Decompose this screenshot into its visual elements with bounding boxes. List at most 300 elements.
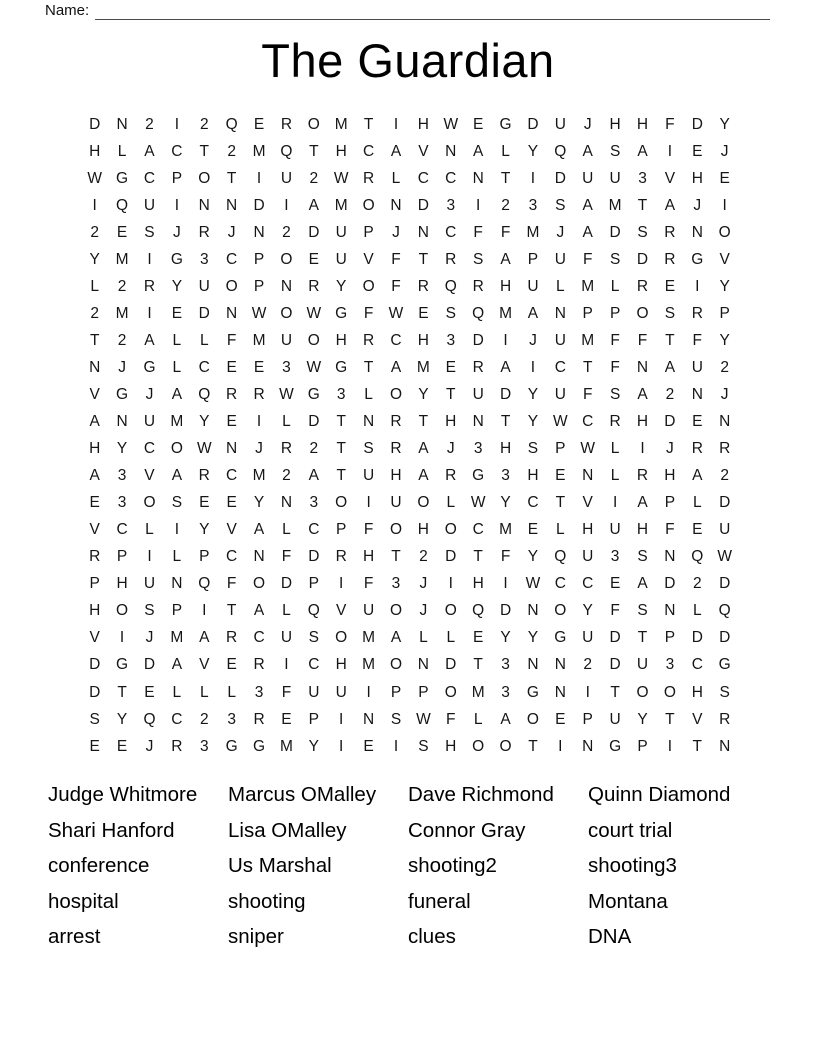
grid-cell: O xyxy=(389,385,403,403)
grid-cell: U xyxy=(527,277,539,295)
grid-cell: C xyxy=(116,521,128,539)
grid-cell: T xyxy=(500,169,511,187)
grid-cell: T xyxy=(637,629,648,647)
grid-cell: 2 xyxy=(720,467,729,485)
grid-cell: O xyxy=(389,602,403,620)
grid-cell: O xyxy=(499,737,512,755)
grid-cell: 3 xyxy=(665,656,675,674)
grid-cell: D xyxy=(664,575,676,593)
word-list-column xyxy=(48,777,228,955)
grid-cell: A xyxy=(418,467,429,485)
grid-cell: C xyxy=(417,169,429,187)
page-title: The Guardian xyxy=(261,34,555,87)
grid-cell: D xyxy=(691,629,703,647)
grid-cell: S xyxy=(390,710,402,728)
grid-cell: A xyxy=(253,602,265,620)
grid-cell: U xyxy=(390,494,402,512)
grid-cell: 2 xyxy=(117,277,127,295)
grid-cell: M xyxy=(608,196,622,214)
grid-cell: T xyxy=(692,737,703,755)
grid-cell: A xyxy=(527,304,539,322)
grid-cell: F xyxy=(610,331,620,349)
grid-cell: C xyxy=(527,494,539,512)
grid-cell: N xyxy=(116,413,128,431)
grid-cell: Q xyxy=(198,575,211,593)
grid-cell: A xyxy=(692,467,703,485)
grid-cell: D xyxy=(308,548,320,566)
grid-cell: F xyxy=(226,575,237,593)
grid-cell: J xyxy=(118,358,126,376)
word-item: court trial xyxy=(588,818,673,842)
grid-cell: O xyxy=(444,683,457,701)
grid-cell: U xyxy=(143,196,156,214)
grid-cell: O xyxy=(444,602,457,620)
grid-cell: G xyxy=(253,737,266,755)
grid-cell: O xyxy=(663,683,676,701)
grid-cell: P xyxy=(116,548,128,566)
grid-cell: 3 xyxy=(199,737,209,755)
word-list-column xyxy=(588,777,768,955)
grid-cell: 3 xyxy=(336,385,346,403)
grid-cell: R xyxy=(171,737,183,755)
word-item: shooting3 xyxy=(588,854,677,878)
grid-cell: P xyxy=(609,304,621,322)
grid-cell: A xyxy=(89,413,100,431)
grid-cell: P xyxy=(363,223,374,241)
grid-cell: H xyxy=(390,467,402,485)
grid-cell: U xyxy=(335,683,347,701)
grid-cell: I xyxy=(147,250,152,268)
grid-cell: W xyxy=(306,304,322,322)
grid-cell: W xyxy=(251,304,267,322)
grid-cell: Q xyxy=(554,548,567,566)
grid-cell: R xyxy=(253,710,265,728)
grid-cell: O xyxy=(636,304,649,322)
grid-cell: G xyxy=(526,683,539,701)
grid-cell: V xyxy=(582,494,593,512)
grid-cell: U xyxy=(472,385,484,403)
grid-cell: C xyxy=(582,413,594,431)
grid-cell: C xyxy=(226,467,238,485)
grid-cell: C xyxy=(445,169,457,187)
grid-cell: D xyxy=(445,548,457,566)
grid-cell: U xyxy=(308,683,320,701)
grid-cell: S xyxy=(89,710,100,728)
grid-cell: Q xyxy=(225,115,238,133)
grid-cell: P xyxy=(171,602,183,620)
grid-cell: N xyxy=(390,196,402,214)
grid-cell: T xyxy=(528,737,538,755)
grid-cell: G xyxy=(718,656,731,674)
grid-cell: C xyxy=(171,710,183,728)
grid-cell: A xyxy=(500,710,511,728)
grid-cell: Y xyxy=(199,521,210,539)
grid-cell: A xyxy=(171,385,183,403)
grid-cell: P xyxy=(719,304,730,322)
grid-cell: 2 xyxy=(419,548,428,566)
word-item: Dave Richmond xyxy=(408,783,554,806)
grid-cell: Y xyxy=(500,494,511,512)
grid-cell: L xyxy=(172,331,182,349)
grid-cell: T xyxy=(473,548,483,566)
grid-cell: N xyxy=(280,277,293,295)
grid-cell: O xyxy=(636,683,649,701)
grid-cell: T xyxy=(226,169,237,187)
grid-cell: D xyxy=(445,656,457,674)
grid-cell: 3 xyxy=(391,575,401,593)
grid-cell: U xyxy=(582,169,594,187)
grid-cell: E xyxy=(555,710,566,728)
grid-cell: N xyxy=(116,115,128,133)
grid-cell: E xyxy=(226,494,237,512)
grid-cell: H xyxy=(335,656,347,674)
grid-cell: P xyxy=(308,710,319,728)
grid-cell: E xyxy=(472,629,484,647)
word-item: Marcus OMalley xyxy=(228,783,377,806)
grid-cell: G xyxy=(335,358,348,376)
grid-cell: L xyxy=(199,331,209,349)
grid-cell: M xyxy=(170,413,184,431)
grid-cell: H xyxy=(609,115,621,133)
grid-cell: C xyxy=(390,331,402,349)
grid-cell: R xyxy=(198,467,210,485)
grid-cell: D xyxy=(89,115,101,133)
grid-cell: R xyxy=(280,115,293,133)
grid-cell: J xyxy=(255,440,263,458)
grid-cell: N xyxy=(226,440,238,458)
grid-cell: O xyxy=(417,494,430,512)
grid-cell: S xyxy=(664,304,676,322)
grid-cell: R xyxy=(636,277,649,295)
grid-cell: C xyxy=(472,521,484,539)
grid-cell: Y xyxy=(116,440,128,458)
grid-cell: A xyxy=(171,656,183,674)
grid-cell: H xyxy=(417,115,429,133)
grid-cell: T xyxy=(610,683,620,701)
grid-cell: C xyxy=(445,223,457,241)
grid-cell: S xyxy=(555,196,566,214)
grid-cell: Y xyxy=(637,710,648,728)
grid-cell: L xyxy=(199,683,209,701)
grid-cell: F xyxy=(610,602,620,620)
grid-cell: D xyxy=(636,250,649,268)
grid-cell: J xyxy=(720,385,729,403)
grid-cell: W xyxy=(87,169,103,187)
grid-cell: H xyxy=(499,277,512,295)
grid-cell: 2 xyxy=(282,467,291,485)
grid-cell: 3 xyxy=(638,169,647,187)
grid-cell: G xyxy=(170,250,183,268)
word-item: sniper xyxy=(228,925,284,949)
grid-cell: L xyxy=(172,358,182,376)
grid-cell: P xyxy=(308,575,319,593)
grid-cell: G xyxy=(116,385,129,403)
grid-cell: N xyxy=(226,196,238,214)
grid-cell: Y xyxy=(308,737,319,755)
grid-cell: V xyxy=(144,467,155,485)
grid-cell: E xyxy=(89,737,100,755)
grid-cell: U xyxy=(691,358,703,376)
grid-cell: E xyxy=(226,413,237,431)
grid-cell: 2 xyxy=(583,656,593,674)
grid-cell: A xyxy=(418,440,429,458)
grid-cell: T xyxy=(665,331,675,349)
grid-cell: F xyxy=(391,250,401,268)
grid-cell: I xyxy=(667,142,673,160)
grid-cell: N xyxy=(719,413,731,431)
grid-cell: O xyxy=(170,440,183,458)
grid-cell: 2 xyxy=(692,575,702,593)
grid-cell: A xyxy=(637,575,648,593)
grid-cell: H xyxy=(363,548,375,566)
grid-cell: V xyxy=(226,521,237,539)
grid-cell: P xyxy=(199,548,210,566)
grid-cell: F xyxy=(363,304,374,322)
grid-cell: H xyxy=(335,331,347,349)
grid-cell: J xyxy=(392,223,400,241)
grid-cell: N xyxy=(253,548,265,566)
grid-cell: Y xyxy=(582,602,593,620)
grid-cell: Y xyxy=(116,710,128,728)
grid-cell: M xyxy=(581,277,595,295)
grid-cell: J xyxy=(556,223,565,241)
grid-cell: E xyxy=(226,358,237,376)
grid-cell: H xyxy=(582,521,594,539)
grid-cell: M xyxy=(362,656,376,674)
grid-cell: E xyxy=(116,223,128,241)
grid-cell: S xyxy=(637,223,648,241)
grid-cell: 2 xyxy=(309,440,319,458)
grid-cell: D xyxy=(499,385,512,403)
grid-cell: D xyxy=(308,413,320,431)
grid-cell: J xyxy=(666,440,674,458)
grid-cell: A xyxy=(144,142,155,160)
grid-cell: A xyxy=(637,385,648,403)
word-item: clues xyxy=(408,925,456,949)
grid-cell: U xyxy=(335,250,347,268)
grid-cell: Y xyxy=(418,385,429,403)
grid-cell: H xyxy=(89,602,101,620)
grid-cell: 2 xyxy=(227,142,236,160)
grid-cell: S xyxy=(472,250,484,268)
word-item: Judge Whitmore xyxy=(48,783,198,806)
grid-cell: N xyxy=(554,656,566,674)
grid-cell: S xyxy=(363,440,374,458)
grid-cell: S xyxy=(609,142,621,160)
grid-cell: M xyxy=(499,304,513,322)
grid-cell: L xyxy=(610,277,620,295)
word-item: Us Marshal xyxy=(228,854,332,878)
grid-cell: L xyxy=(501,142,510,160)
grid-cell: I xyxy=(284,196,289,214)
grid-cell: U xyxy=(554,115,566,133)
grid-cell: H xyxy=(417,521,429,539)
grid-cell: J xyxy=(419,602,428,620)
grid-cell: N xyxy=(253,223,265,241)
grid-cell: I xyxy=(640,440,645,458)
grid-cell: M xyxy=(526,223,540,241)
name-row xyxy=(45,2,770,20)
grid-cell: A xyxy=(199,629,210,647)
grid-cell: C xyxy=(253,629,265,647)
grid-cell: T xyxy=(336,467,346,485)
grid-cell: O xyxy=(143,494,156,512)
grid-cell: L xyxy=(282,413,291,431)
grid-cell: 3 xyxy=(501,656,510,674)
grid-cell: W xyxy=(525,575,541,593)
grid-cell: Q xyxy=(554,142,567,160)
grid-cell: J xyxy=(720,142,729,160)
grid-cell: O xyxy=(444,521,457,539)
grid-cell: F xyxy=(610,358,620,376)
grid-cell: D xyxy=(280,575,293,593)
grid-cell: N xyxy=(363,710,375,728)
word-search-grid xyxy=(81,111,738,760)
grid-cell: O xyxy=(198,169,211,187)
grid-cell: V xyxy=(418,142,429,160)
grid-cell: 3 xyxy=(528,196,538,214)
grid-cell: R xyxy=(417,277,429,295)
grid-cell: R xyxy=(226,385,238,403)
grid-cell: V xyxy=(664,169,676,187)
grid-cell: F xyxy=(500,548,511,566)
grid-cell: 3 xyxy=(227,710,236,728)
grid-cell: W xyxy=(333,169,349,187)
grid-cell: E xyxy=(253,358,265,376)
grid-cell: I xyxy=(202,602,207,620)
grid-cell: N xyxy=(417,656,429,674)
grid-cell: I xyxy=(585,683,590,701)
grid-cell: H xyxy=(636,521,649,539)
grid-cell: F xyxy=(473,223,483,241)
grid-cell: E xyxy=(308,250,319,268)
grid-cell: U xyxy=(609,710,621,728)
grid-cell: D xyxy=(691,115,703,133)
grid-cell: N xyxy=(554,683,566,701)
grid-cell: I xyxy=(256,169,262,187)
grid-cell: U xyxy=(280,331,293,349)
grid-cell: G xyxy=(225,737,238,755)
grid-cell: V xyxy=(336,602,347,620)
grid-cell: L xyxy=(90,277,99,295)
grid-cell: Q xyxy=(143,710,156,728)
grid-cell: U xyxy=(198,277,210,295)
grid-cell: P xyxy=(171,169,183,187)
grid-cell: L xyxy=(419,629,428,647)
grid-cell: N xyxy=(719,737,731,755)
grid-cell: J xyxy=(145,737,154,755)
grid-cell: T xyxy=(500,413,511,431)
grid-cell: M xyxy=(416,358,430,376)
grid-cell: E xyxy=(555,467,566,485)
grid-cell: S xyxy=(609,250,621,268)
grid-cell: T xyxy=(89,331,100,349)
grid-cell: H xyxy=(472,575,484,593)
grid-cell: U xyxy=(554,331,566,349)
grid-cell: E xyxy=(719,169,730,187)
grid-cell: S xyxy=(171,494,183,512)
grid-cell: J xyxy=(583,115,592,133)
grid-cell: D xyxy=(609,656,621,674)
grid-cell: J xyxy=(693,196,702,214)
grid-cell: W xyxy=(279,385,294,403)
grid-cell: V xyxy=(692,710,703,728)
grid-cell: E xyxy=(226,656,237,674)
grid-cell: I xyxy=(695,277,700,295)
grid-cell: R xyxy=(472,277,484,295)
grid-cell: 2 xyxy=(665,385,675,403)
grid-cell: A xyxy=(582,196,593,214)
grid-cell: N xyxy=(198,196,210,214)
grid-cell: R xyxy=(636,467,649,485)
grid-cell: 2 xyxy=(145,115,154,133)
grid-cell: C xyxy=(554,358,566,376)
grid-cell: R xyxy=(691,304,703,322)
grid-cell: M xyxy=(252,467,266,485)
grid-cell: A xyxy=(390,629,402,647)
grid-cell: Q xyxy=(472,304,485,322)
grid-cell: 2 xyxy=(117,331,127,349)
grid-cell: H xyxy=(116,575,128,593)
grid-cell: W xyxy=(196,440,212,458)
grid-cell: V xyxy=(363,250,374,268)
grid-cell: A xyxy=(308,196,319,214)
grid-cell: M xyxy=(499,521,513,539)
grid-cell: I xyxy=(366,494,371,512)
grid-cell: R xyxy=(335,548,347,566)
grid-cell: T xyxy=(363,115,374,133)
grid-cell: O xyxy=(335,629,348,647)
grid-cell: L xyxy=(282,521,291,539)
grid-cell: M xyxy=(362,629,376,647)
grid-cell: W xyxy=(470,494,486,512)
grid-cell: H xyxy=(89,142,101,160)
grid-cell: U xyxy=(280,629,293,647)
grid-cell: F xyxy=(637,331,648,349)
word-item: Lisa OMalley xyxy=(228,818,347,842)
grid-cell: V xyxy=(89,521,100,539)
grid-cell: U xyxy=(363,602,375,620)
grid-cell: I xyxy=(476,196,481,214)
grid-cell: R xyxy=(691,440,703,458)
grid-cell: L xyxy=(364,385,373,403)
grid-cell: I xyxy=(503,331,508,349)
grid-cell: W xyxy=(580,440,596,458)
grid-cell: V xyxy=(89,629,100,647)
grid-cell: T xyxy=(336,440,346,458)
grid-cell: G xyxy=(554,629,567,647)
grid-cell: D xyxy=(308,223,320,241)
grid-cell: Q xyxy=(198,385,211,403)
grid-cell: L xyxy=(556,277,565,295)
grid-cell: U xyxy=(582,629,594,647)
grid-cell: L xyxy=(172,548,182,566)
grid-cell: M xyxy=(334,196,348,214)
grid-cell: P xyxy=(390,683,402,701)
grid-cell: H xyxy=(417,331,429,349)
grid-cell: I xyxy=(119,629,125,647)
grid-cell: O xyxy=(526,710,539,728)
grid-cell: V xyxy=(719,250,730,268)
grid-cell: T xyxy=(309,142,319,160)
grid-cell: 3 xyxy=(501,683,510,701)
grid-cell: 2 xyxy=(90,304,99,322)
grid-cell: H xyxy=(499,440,512,458)
grid-cell: M xyxy=(252,331,266,349)
grid-cell: A xyxy=(664,358,676,376)
grid-cell: J xyxy=(446,440,455,458)
grid-cell: M xyxy=(334,115,348,133)
